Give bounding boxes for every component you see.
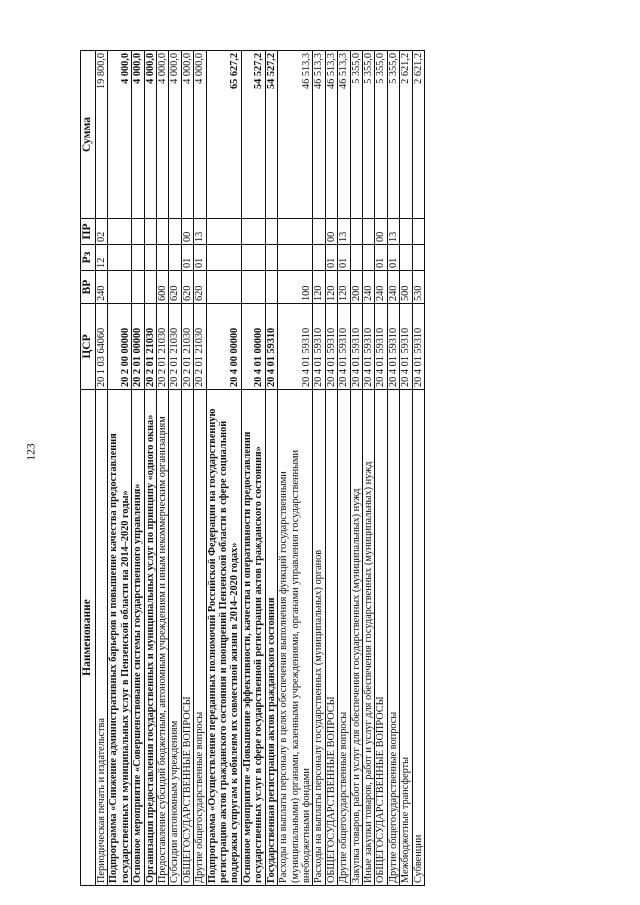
cell-sum: 46 513,3 bbox=[338, 51, 350, 219]
cell-rz bbox=[400, 245, 412, 271]
cell-vr bbox=[144, 271, 156, 304]
table-body bbox=[96, 51, 425, 886]
cell-sum: 46 513,3 bbox=[313, 51, 325, 219]
cell-pr bbox=[108, 219, 132, 245]
cell-csr: 20 4 01 59310 bbox=[387, 304, 399, 390]
cell-vr: 240 bbox=[96, 271, 108, 304]
cell-vr: 120 bbox=[338, 271, 350, 304]
page-number bbox=[22, 437, 42, 467]
cell-rz bbox=[265, 245, 277, 271]
cell-csr: 20 2 01 21030 bbox=[194, 304, 206, 390]
cell-name: Другие общегосударственные вопросы bbox=[194, 390, 206, 886]
cell-vr: 100 bbox=[278, 271, 313, 304]
cell-csr: 20 2 01 00000 bbox=[132, 304, 144, 390]
cell-name: ОБЩЕГОСУДАРСТВЕННЫЕ ВОПРОСЫ bbox=[375, 390, 387, 886]
cell-rz bbox=[362, 245, 374, 271]
cell-sum: 4 000,0 bbox=[108, 51, 132, 219]
cell-sum: 5 355,0 bbox=[350, 51, 362, 219]
cell-rz bbox=[241, 245, 265, 271]
cell-csr: 20 4 01 59310 bbox=[278, 304, 313, 390]
cell-rz bbox=[278, 245, 313, 271]
cell-csr: 20 2 01 21030 bbox=[157, 304, 169, 390]
cell-pr bbox=[362, 219, 374, 245]
cell-vr bbox=[265, 271, 277, 304]
cell-vr bbox=[241, 271, 265, 304]
cell-pr bbox=[265, 219, 277, 245]
table-row bbox=[96, 51, 108, 886]
table-row bbox=[313, 51, 325, 886]
cell-pr: 00 bbox=[325, 219, 337, 245]
table-row bbox=[206, 51, 241, 886]
cell-vr: 620 bbox=[194, 271, 206, 304]
cell-pr bbox=[241, 219, 265, 245]
cell-name: ОБЩЕГОСУДАРСТВЕННЫЕ ВОПРОСЫ bbox=[325, 390, 337, 886]
cell-csr: 20 4 01 59310 bbox=[412, 304, 424, 390]
cell-pr bbox=[157, 219, 169, 245]
cell-vr: 120 bbox=[325, 271, 337, 304]
cell-rz: 01 bbox=[181, 245, 193, 271]
table-row bbox=[375, 51, 387, 886]
budget-table bbox=[80, 50, 425, 886]
cell-vr: 120 bbox=[313, 271, 325, 304]
cell-vr: 200 bbox=[350, 271, 362, 304]
cell-rz bbox=[108, 245, 132, 271]
cell-pr bbox=[278, 219, 313, 245]
cell-rz: 12 bbox=[96, 245, 108, 271]
table-row bbox=[194, 51, 206, 886]
cell-sum: 4 000,0 bbox=[157, 51, 169, 219]
cell-rz bbox=[132, 245, 144, 271]
cell-vr: 600 bbox=[157, 271, 169, 304]
table-row bbox=[181, 51, 193, 886]
table-row bbox=[132, 51, 144, 886]
cell-sum: 4 000,0 bbox=[132, 51, 144, 219]
cell-pr bbox=[400, 219, 412, 245]
cell-name: Расходы на выплаты персоналу государственных (муниципальных) органов bbox=[313, 390, 325, 886]
cell-rz: 01 bbox=[338, 245, 350, 271]
header-rz: Рз bbox=[81, 245, 96, 271]
cell-sum: 54 527,2 bbox=[241, 51, 265, 219]
table-header-row bbox=[81, 51, 96, 886]
cell-rz bbox=[157, 245, 169, 271]
cell-vr: 620 bbox=[169, 271, 181, 304]
cell-vr: 240 bbox=[375, 271, 387, 304]
cell-pr: 02 bbox=[96, 219, 108, 245]
cell-vr bbox=[132, 271, 144, 304]
table-row bbox=[400, 51, 412, 886]
cell-pr: 13 bbox=[387, 219, 399, 245]
cell-rz: 01 bbox=[375, 245, 387, 271]
table-row bbox=[338, 51, 350, 886]
cell-name: Государственная регистрация актов гражданского состояния bbox=[265, 390, 277, 886]
cell-csr: 20 2 01 21030 bbox=[169, 304, 181, 390]
table-row bbox=[278, 51, 313, 886]
cell-rz bbox=[206, 245, 241, 271]
cell-pr: 00 bbox=[181, 219, 193, 245]
cell-vr: 500 bbox=[400, 271, 412, 304]
cell-name: Подпрограмма «Снижение административных барьеров и повышение качества предоставления государственных и муниципальных услуг в Пензенской области на 2014–2020 годы» bbox=[108, 390, 132, 886]
cell-pr: 00 bbox=[375, 219, 387, 245]
cell-name: Другие общегосударственные вопросы bbox=[338, 390, 350, 886]
cell-pr: 13 bbox=[338, 219, 350, 245]
table-row bbox=[144, 51, 156, 886]
cell-vr bbox=[206, 271, 241, 304]
cell-name: Закупка товаров, работ и услуг для обеспечения государственных (муниципальных) нужд bbox=[350, 390, 362, 886]
cell-pr bbox=[350, 219, 362, 245]
cell-csr: 20 4 01 59310 bbox=[362, 304, 374, 390]
cell-csr: 20 4 01 59310 bbox=[350, 304, 362, 390]
cell-sum: 5 355,0 bbox=[375, 51, 387, 219]
cell-sum: 4 000,0 bbox=[181, 51, 193, 219]
cell-rz: 01 bbox=[194, 245, 206, 271]
cell-rz bbox=[313, 245, 325, 271]
cell-name: Субвенции bbox=[412, 390, 424, 886]
cell-pr bbox=[412, 219, 424, 245]
cell-rz bbox=[169, 245, 181, 271]
cell-csr: 20 4 01 59310 bbox=[375, 304, 387, 390]
cell-sum: 46 513,3 bbox=[278, 51, 313, 219]
cell-vr bbox=[108, 271, 132, 304]
table-row bbox=[350, 51, 362, 886]
cell-rz bbox=[412, 245, 424, 271]
header-pr: ПР bbox=[81, 219, 96, 245]
cell-pr: 13 bbox=[194, 219, 206, 245]
cell-sum: 65 627,2 bbox=[206, 51, 241, 219]
cell-pr bbox=[144, 219, 156, 245]
table-row bbox=[387, 51, 399, 886]
cell-sum: 4 000,0 bbox=[194, 51, 206, 219]
cell-csr: 20 4 01 59310 bbox=[313, 304, 325, 390]
cell-name: Организация предоставления государственных и муниципальных услуг по принципу «одного окна» bbox=[144, 390, 156, 886]
cell-sum: 2 621,2 bbox=[412, 51, 424, 219]
cell-pr bbox=[132, 219, 144, 245]
cell-name: Субсидии автономным учреждениям bbox=[169, 390, 181, 886]
cell-name: Предоставление субсидий бюджетным, автономным учреждениям и иным некоммерческим организациям bbox=[157, 390, 169, 886]
cell-rz: 01 bbox=[387, 245, 399, 271]
cell-name: Иные закупки товаров, работ и услуг для обеспечения государственных (муниципальных) нужд bbox=[362, 390, 374, 886]
header-sum: Сумма bbox=[81, 51, 96, 219]
cell-name: Основное мероприятие «Совершенствование системы государственного управления» bbox=[132, 390, 144, 886]
cell-sum: 2 621,2 bbox=[400, 51, 412, 219]
cell-rz bbox=[350, 245, 362, 271]
cell-sum: 19 800,0 bbox=[96, 51, 108, 219]
header-csr: ЦСР bbox=[81, 304, 96, 390]
header-name: Наименование bbox=[81, 390, 96, 886]
page-number-text: 123 bbox=[26, 443, 38, 461]
cell-pr bbox=[206, 219, 241, 245]
table-row bbox=[325, 51, 337, 886]
cell-name: Другие общегосударственные вопросы bbox=[387, 390, 399, 886]
cell-pr bbox=[169, 219, 181, 245]
cell-vr: 240 bbox=[362, 271, 374, 304]
cell-csr: 20 4 01 59310 bbox=[338, 304, 350, 390]
cell-name: Межбюджетные трансферты bbox=[400, 390, 412, 886]
cell-sum: 46 513,3 bbox=[325, 51, 337, 219]
cell-name: Подпрограмма «Осуществление переданных полномочий Российской Федерации на государственную регистрацию актов гражданского состояния и поощрений Пензенской области в сфере социальной поддержки супругам к юбилеям их совместной жизни в 2014–2020 годах» bbox=[206, 390, 241, 886]
cell-csr: 20 1 03 64060 bbox=[96, 304, 108, 390]
cell-csr: 20 4 01 59310 bbox=[400, 304, 412, 390]
rotated-table-container bbox=[80, 51, 588, 886]
table-row bbox=[412, 51, 424, 886]
cell-vr: 620 bbox=[181, 271, 193, 304]
cell-csr: 20 2 01 21030 bbox=[181, 304, 193, 390]
cell-sum: 5 355,0 bbox=[362, 51, 374, 219]
cell-name: Периодическая печать и издательства bbox=[96, 390, 108, 886]
cell-csr: 20 2 00 00000 bbox=[108, 304, 132, 390]
table-row bbox=[157, 51, 169, 886]
cell-vr: 240 bbox=[387, 271, 399, 304]
cell-csr: 20 4 01 59310 bbox=[325, 304, 337, 390]
cell-name: Расходы на выплаты персоналу в целях обеспечения выполнения функций государственными (муниципальными) органами, казенными учреждениями, органами управления государственными внебюджетными фондами bbox=[278, 390, 313, 886]
cell-sum: 4 000,0 bbox=[169, 51, 181, 219]
cell-vr: 530 bbox=[412, 271, 424, 304]
cell-sum: 54 527,2 bbox=[265, 51, 277, 219]
table-row bbox=[362, 51, 374, 886]
cell-rz: 01 bbox=[325, 245, 337, 271]
cell-csr: 20 4 01 59310 bbox=[265, 304, 277, 390]
cell-name: ОБЩЕГОСУДАРСТВЕННЫЕ ВОПРОСЫ bbox=[181, 390, 193, 886]
cell-sum: 4 000,0 bbox=[144, 51, 156, 219]
cell-csr: 20 4 01 00000 bbox=[241, 304, 265, 390]
table-row bbox=[241, 51, 265, 886]
cell-csr: 20 2 01 21030 bbox=[144, 304, 156, 390]
table-row bbox=[169, 51, 181, 886]
cell-csr: 20 4 00 00000 bbox=[206, 304, 241, 390]
table-row bbox=[108, 51, 132, 886]
cell-pr bbox=[313, 219, 325, 245]
cell-rz bbox=[144, 245, 156, 271]
table-row bbox=[265, 51, 277, 886]
cell-name: Основное мероприятие «Повышение эффективности, качества и оперативности предоставления государственных услуг в сфере государственной регистрации актов гражданского состояния» bbox=[241, 390, 265, 886]
cell-sum: 5 355,0 bbox=[387, 51, 399, 219]
header-vr: ВР bbox=[81, 271, 96, 304]
